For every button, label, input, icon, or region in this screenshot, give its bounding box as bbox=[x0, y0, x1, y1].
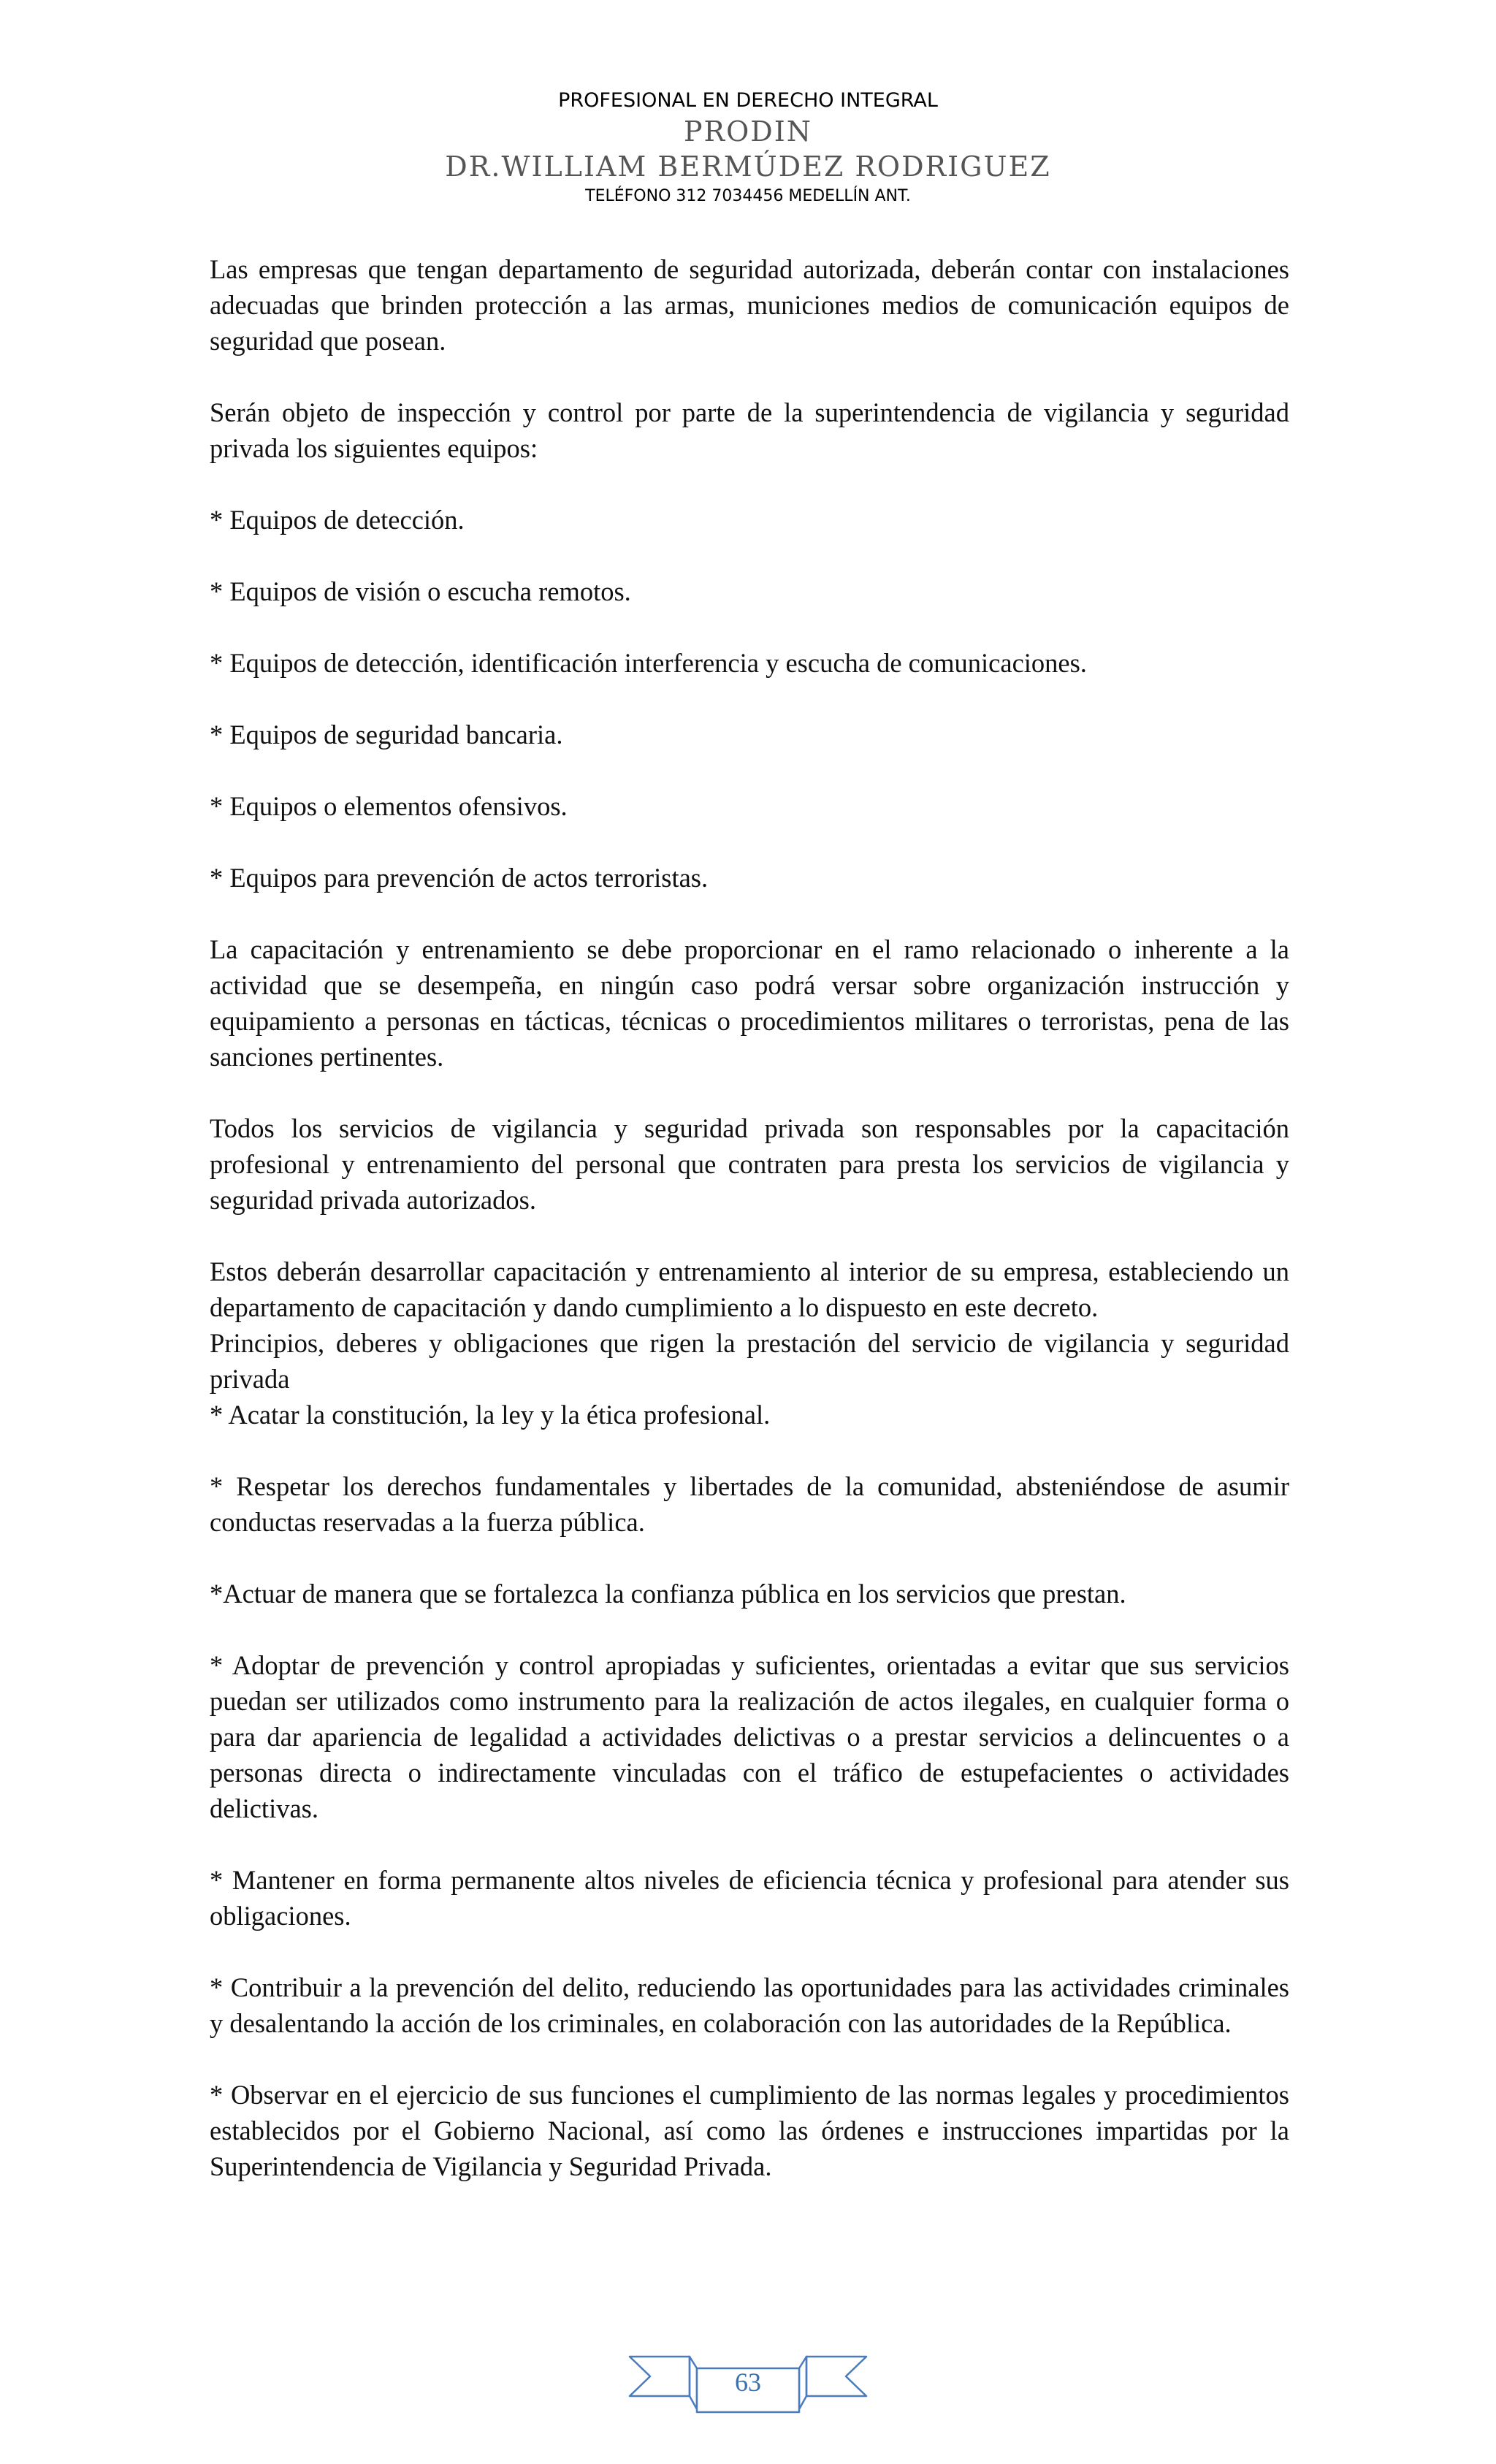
paragraph-training: La capacitación y entrenamiento se debe proporcionar en el ramo relacionado o inherente a la actividad que se desempeña, en ningún caso podrá versar sobre organización instrucción y equipamiento a personas en tácticas, técnicas o procedimientos militares o terroristas, pena de las sanciones pertinentes. bbox=[210, 934, 1289, 1072]
page-header bbox=[0, 88, 1496, 209]
list-item-principle-2: * Respetar los derechos fundamentales y libertades de la comunidad, absteniéndose de asumir conductas reservadas a la fuerza pública. bbox=[210, 1471, 1289, 1537]
document-body bbox=[210, 251, 1289, 2184]
paragraph-2: Serán objeto de inspección y control por parte de la superintendencia de vigilancia y seguridad privada los siguientes equipos: bbox=[210, 397, 1289, 463]
header-line-title: PROFESIONAL EN DERECHO INTEGRAL bbox=[558, 89, 938, 112]
header-line-acronym: PRODIN bbox=[683, 115, 813, 148]
header-line-author: DR.WILLIAM BERMÚDEZ RODRIGUEZ bbox=[445, 150, 1051, 183]
list-item-principle-3: *Actuar de manera que se fortalezca la confianza pública en los servicios que prestan. bbox=[210, 1579, 1126, 1609]
list-item-principle-4: * Adoptar de prevención y control apropiadas y suficientes, orientadas a evitar que sus servicios puedan ser utilizados como instrumento para la realización de actos ilegales, en cualquier forma o para dar apariencia de legalidad a actividades delictivas o a prestar servicios a delincuentes o a personas directa o indirectamente vinculadas con el tráfico de estupefacientes o actividades delictivas. bbox=[210, 1650, 1289, 1823]
paragraph-1: Las empresas que tengan departamento de seguridad autorizada, deberán contar con instalaciones adecuadas que brinden protección a las armas, municiones medios de comunicación equipos de seguridad que posean. bbox=[210, 254, 1289, 356]
list-item-equipment-5: * Equipos o elementos ofensivos. bbox=[210, 791, 568, 821]
list-item-equipment-3: * Equipos de detección, identificación interferencia y escucha de comunicaciones. bbox=[210, 648, 1087, 678]
header-line-phone: TELÉFONO 312 7034456 MEDELLÍN ANT. bbox=[585, 187, 911, 205]
paragraph-department: Estos deberán desarrollar capacitación y entrenamiento al interior de su empresa, estableciendo un departamento de capacitación y dando cumplimiento a lo dispuesto en este decreto. bbox=[210, 1256, 1289, 1322]
list-item-principle-1: * Acatar la constitución, la ley y la ética profesional. bbox=[210, 1400, 771, 1430]
list-item-equipment-4: * Equipos de seguridad bancaria. bbox=[210, 720, 563, 750]
list-item-equipment-2: * Equipos de visión o escucha remotos. bbox=[210, 576, 631, 606]
list-item-principle-7: * Observar en el ejercicio de sus funciones el cumplimiento de las normas legales y procedimientos establecidos por el Gobierno Nacional, así como las órdenes e instrucciones impartidas por la Superintendencia de Vigilancia y Seguridad Privada. bbox=[210, 2080, 1289, 2181]
list-item-principle-5: * Mantener en forma permanente altos niveles de eficiencia técnica y profesional para atender sus obligaciones. bbox=[210, 1865, 1289, 1931]
section-heading-principles: Principios, deberes y obligaciones que rigen la prestación del servicio de vigilancia y seguridad privada bbox=[210, 1328, 1289, 1394]
list-item-principle-6: * Contribuir a la prevención del delito, reduciendo las oportunidades para las actividades criminales y desalentando la acción de los criminales, en colaboración con las autoridades de la República. bbox=[210, 1972, 1289, 2038]
paragraph-responsibility: Todos los servicios de vigilancia y seguridad privada son responsables por la capacitación profesional y entrenamiento del personal que contraten para presta los servicios de vigilancia y seguridad privada autorizados. bbox=[210, 1113, 1289, 1215]
page-number: 63 bbox=[735, 2368, 761, 2397]
page-footer bbox=[0, 2343, 1496, 2424]
list-item-equipment-6: * Equipos para prevención de actos terroristas. bbox=[210, 863, 709, 893]
list-item-equipment-1: * Equipos de detección. bbox=[210, 505, 465, 535]
